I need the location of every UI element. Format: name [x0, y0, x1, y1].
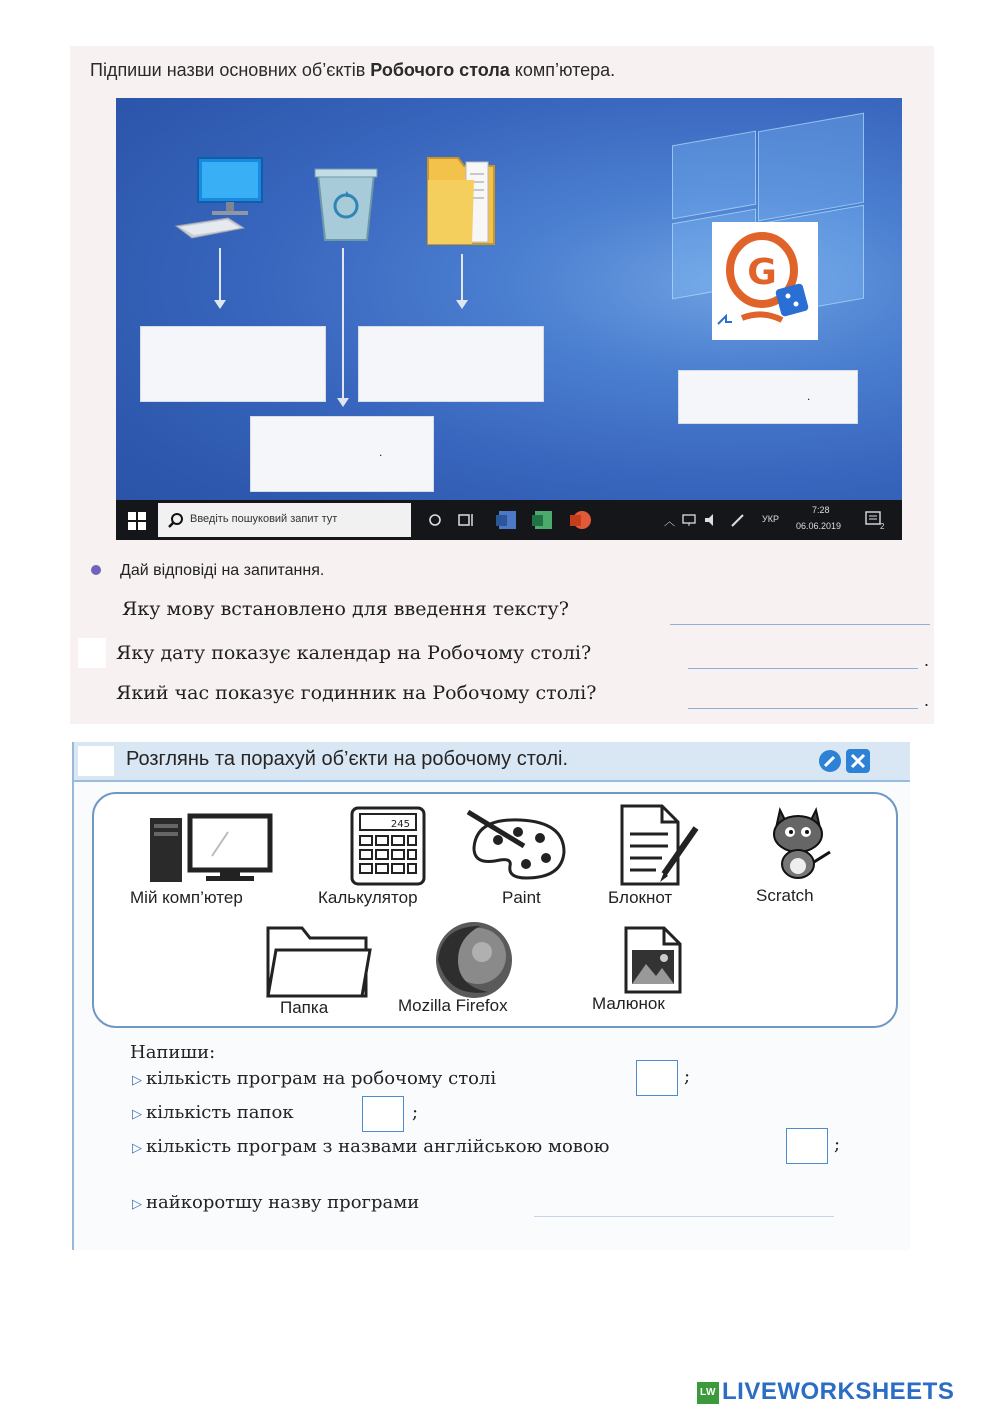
count-objects-exercise: Розглянь та порахуй об’єкти на робочому столі. Мій комп’ютер 245 Калькулятор Paint Блокнот Scratch Папка Mozilla Firefox Малюнок Напиши: ▷ кількість програм на робочому столі ; ▷ кількість папок ; ▷ кількість програм з назвами англійською мовою ; ▷ найкоротшу назву програми: [72, 742, 910, 1250]
input-language[interactable]: УКР: [762, 514, 779, 524]
app-shortcut-tile[interactable]: [712, 222, 818, 340]
task-folders-count: ▷ кількість папок: [132, 1102, 294, 1123]
exercise-title: Підпиши назви основних об’єктів Робочого стола комп’ютера.: [90, 60, 616, 80]
task-english-programs-count: ▷ кількість програм з назвами англійською мовою: [132, 1136, 610, 1157]
taskbar: [116, 500, 902, 540]
answer-line-date[interactable]: [688, 668, 918, 669]
clock-date[interactable]: 06.06.2019: [796, 521, 842, 531]
answer-box-recycle-bin[interactable]: .: [250, 416, 434, 492]
label-scratch: Scratch: [756, 886, 814, 905]
network-icon[interactable]: [682, 513, 698, 527]
desktop-exercise: Підпиши назви основних об’єктів Робочого стола комп’ютера. G . . Введіть пошуковий запит тут ︿ УКР 7:28 06.06.2019 2 Дай відповіді на запитання. Яку мову встановлено для введення тексту? Яку дату показує календар на Робочому столі? . Який час показує годинник на Робочому столі? .: [70, 46, 934, 724]
word-icon[interactable]: [496, 509, 518, 531]
taskbar-search-box[interactable]: [158, 503, 411, 537]
arrow: [219, 248, 221, 302]
folder-icon[interactable]: [422, 150, 500, 250]
this-pc-icon[interactable]: [172, 154, 272, 244]
bullet-dot-icon: [90, 564, 102, 576]
label-notepad: Блокнот: [608, 888, 673, 907]
close-icon[interactable]: [846, 749, 870, 773]
arrow-head: [337, 398, 349, 407]
question-language: Яку мову встановлено для введення тексту?: [122, 598, 569, 620]
answer-box-app[interactable]: .: [678, 370, 858, 424]
windows-start-icon[interactable]: [128, 512, 146, 530]
pen-icon[interactable]: [730, 512, 746, 528]
picture-file-icon[interactable]: [620, 924, 686, 996]
answer-line-language[interactable]: [670, 624, 930, 625]
answer-box-folder[interactable]: [358, 326, 544, 402]
arrow: [342, 248, 344, 400]
label-calculator: Калькулятор: [318, 888, 418, 907]
svg-text:G: G: [747, 252, 777, 293]
paint-palette-icon[interactable]: [464, 808, 570, 880]
exercise-title: Розглянь та порахуй об’єкти на робочому столі.: [126, 748, 569, 770]
question-date: Яку дату показує календар на Робочому столі?: [116, 642, 592, 664]
answer-box-computer[interactable]: [140, 326, 326, 402]
search-placeholder: Введіть пошуковий запит тут: [190, 513, 338, 525]
answer-box-folders-count[interactable]: [362, 1096, 404, 1132]
clock-time[interactable]: 7:28: [812, 505, 830, 515]
scratch-cat-icon[interactable]: [764, 804, 834, 884]
answer-line-shortest-name[interactable]: [534, 1216, 834, 1217]
exercise-header: [74, 742, 910, 782]
liveworksheets-logo[interactable]: LW LIVEWORKSHEETS: [697, 1378, 954, 1406]
write-header: Напиши:: [130, 1042, 216, 1063]
calculator-display: 245: [390, 819, 410, 830]
windows-logo-pane: [758, 113, 864, 222]
task-programs-count: ▷ кількість програм на робочому столі: [132, 1068, 497, 1089]
task-shortest-name: ▷ найкоротшу назву програми: [132, 1192, 420, 1213]
arrow: [461, 254, 463, 302]
arrow-head: [214, 300, 226, 309]
questions-header: Дай відповіді на запитання.: [120, 562, 325, 579]
desktop-screenshot: [116, 98, 902, 540]
label-picture: Малюнок: [592, 994, 665, 1013]
my-computer-icon[interactable]: [148, 812, 274, 884]
label-firefox: Mozilla Firefox: [398, 996, 508, 1015]
desktop-icons-panel: [92, 792, 898, 1028]
windows-logo-pane: [672, 131, 756, 220]
excel-icon[interactable]: [532, 509, 554, 531]
answer-box-english-programs[interactable]: [786, 1128, 828, 1164]
label-my-computer: Мій комп’ютер: [130, 888, 243, 907]
question-time: Який час показує годинник на Робочому столі?: [116, 682, 597, 704]
volume-icon[interactable]: [704, 513, 720, 527]
pencil-icon[interactable]: [818, 749, 842, 773]
powerpoint-icon[interactable]: [570, 509, 592, 531]
recycle-bin-icon[interactable]: [312, 164, 380, 246]
geogebra-icon: [712, 222, 818, 340]
checkbox[interactable]: [78, 746, 114, 776]
firefox-icon[interactable]: [428, 920, 522, 1002]
answer-line-time[interactable]: [688, 708, 918, 709]
label-paint: Paint: [502, 888, 541, 907]
cortana-icon[interactable]: [428, 513, 442, 527]
notepad-icon[interactable]: [612, 802, 702, 888]
label-folder: Папка: [280, 998, 329, 1017]
task-view-icon[interactable]: [458, 512, 476, 528]
logo-mark-icon: LW: [697, 1382, 719, 1404]
search-icon: [168, 512, 184, 528]
notification-count: 2: [880, 522, 885, 531]
arrow-head: [456, 300, 468, 309]
folder-outline-icon[interactable]: [262, 922, 374, 1002]
tray-up-icon[interactable]: ︿: [664, 516, 675, 528]
answer-box-programs-count[interactable]: [636, 1060, 678, 1096]
checkbox[interactable]: [78, 638, 106, 668]
calculator-icon[interactable]: [350, 806, 426, 886]
